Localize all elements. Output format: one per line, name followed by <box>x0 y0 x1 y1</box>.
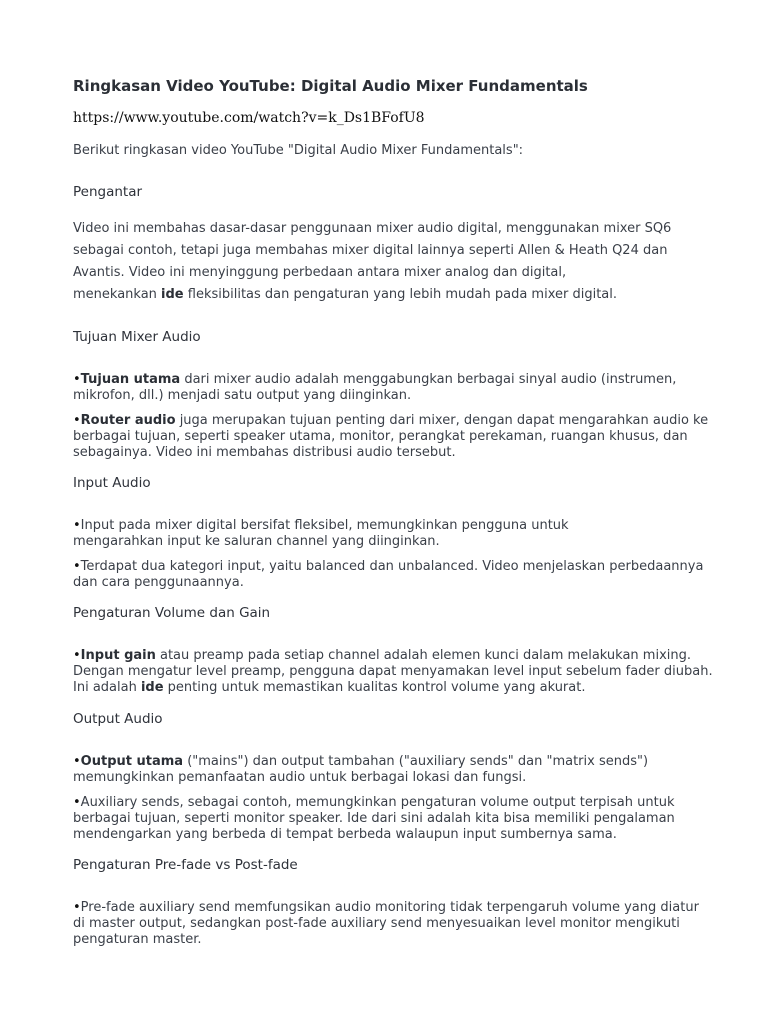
list-item-line <box>73 648 698 664</box>
list-item-line: berbagai tujuan, seperti speaker utama, monitor, perangkat perekaman, ruangan khusus, dan <box>73 429 688 444</box>
section-heading-output-audio: Output Audio <box>73 711 163 727</box>
list-item-text: atau preamp pada setiap channel adalah elemen kunci dalam melakukan mixing. <box>155 648 692 663</box>
list-item <box>73 559 704 591</box>
section-heading-input-audio: Input Audio <box>73 475 151 491</box>
section-heading-volume-gain: Pengaturan Volume dan Gain <box>73 605 271 621</box>
list-item-line <box>73 795 698 811</box>
emphasis-text: Tujuan utama <box>80 372 181 387</box>
list-item-line <box>73 413 709 429</box>
list-item-line: memungkinkan pemanfaatan audio untuk berbagai lokasi dan fungsi. <box>73 770 527 785</box>
paragraph-line: Avantis. Video ini menyinggung perbedaan antara mixer analog dan digital, <box>73 265 567 280</box>
list-item <box>73 754 698 786</box>
paragraph-line: Video ini membahas dasar-dasar penggunaan mixer audio digital, menggunakan mixer SQ6 <box>73 221 672 236</box>
list-item-line: mendengarkan yang berbeda di tempat berbeda walaupun input sumbernya sama. <box>73 827 617 842</box>
list-item-text: juga merupakan tujuan penting dari mixer, dengan dapat mengarahkan audio ke <box>175 413 709 428</box>
bullet-icon: • <box>73 754 81 769</box>
pengantar-paragraph <box>73 218 671 306</box>
section-heading-tujuan-mixer-audio: Tujuan Mixer Audio <box>73 329 201 345</box>
bullet-icon: • <box>73 559 81 574</box>
list-item <box>73 518 698 550</box>
list-item-line: berbagai tujuan, seperti monitor speaker. Ide dari sini adalah kita bisa memiliki pengalaman <box>73 811 675 826</box>
list-item-text: Pre-fade auxiliary send memfungsikan audio monitoring tidak terpengaruh volume yang diatur <box>80 900 699 915</box>
emphasis-text: Router audio <box>80 413 176 428</box>
list-item-line: dan cara penggunaannya. <box>73 575 244 590</box>
list-item-line <box>73 372 698 388</box>
list-item-line <box>73 518 698 534</box>
intro-text: Berikut ringkasan video YouTube "Digital Audio Mixer Fundamentals": <box>73 143 524 158</box>
paragraph-line: sebagai contoh, tetapi juga membahas mixer digital lainnya seperti Allen & Heath Q24 dan <box>73 243 668 258</box>
list-item <box>73 372 698 404</box>
list-item-text: Input pada mixer digital bersifat fleksibel, memungkinkan pengguna untuk <box>80 518 569 533</box>
list-item <box>73 413 709 461</box>
bullet-icon: • <box>73 518 81 533</box>
list-item-line: mikrofon, dll.) menjadi satu output yang diinginkan. <box>73 388 412 403</box>
paragraph-line <box>73 284 671 306</box>
list-item-line: di master output, sedangkan post-fade auxiliary send menyesuaikan level monitor mengikuti <box>73 916 680 931</box>
list-item-line: mengarahkan input ke saluran channel yang diinginkan. <box>73 534 440 549</box>
bullet-icon: • <box>73 372 81 387</box>
list-item-line: Dengan mengatur level preamp, pengguna dapat menyamakan level input sebelum fader diubah. <box>73 664 713 679</box>
section-heading-pengantar: Pengantar <box>73 184 143 200</box>
paragraph-text: menekankan <box>73 287 162 302</box>
list-item <box>73 795 698 843</box>
list-item <box>73 900 698 948</box>
document-title: Ringkasan Video YouTube: Digital Audio Mixer Fundamentals <box>73 77 588 95</box>
bullet-icon: • <box>73 900 81 915</box>
list-item-text: Ini adalah <box>73 680 141 695</box>
list-item-line <box>73 754 698 770</box>
list-item-line <box>73 900 698 916</box>
list-item-line <box>73 680 698 696</box>
list-item-text: ("mains") dan output tambahan ("auxiliary sends" dan "matrix sends") <box>183 754 649 769</box>
list-item-text: penting untuk memastikan kualitas kontrol volume yang akurat. <box>163 680 586 695</box>
bullet-icon: • <box>73 795 81 810</box>
list-item-text: Terdapat dua kategori input, yaitu balanced dan unbalanced. Video menjelaskan perbedaannya <box>80 559 704 574</box>
video-url[interactable]: https://www.youtube.com/watch?v=k_Ds1BFofU8 <box>73 110 425 126</box>
paragraph-text: fleksibilitas dan pengaturan yang lebih mudah pada mixer digital. <box>183 287 618 302</box>
emphasis-text: Output utama <box>80 754 184 769</box>
emphasis-text: ide <box>140 680 164 695</box>
list-item-text: Auxiliary sends, sebagai contoh, memungkinkan pengaturan volume output terpisah untuk <box>80 795 675 810</box>
emphasis-text: ide <box>161 287 184 302</box>
list-item-line <box>73 559 704 575</box>
bullet-icon: • <box>73 413 81 428</box>
list-item-line: pengaturan master. <box>73 932 202 947</box>
list-item <box>73 648 713 696</box>
section-heading-prefade-postfade: Pengaturan Pre-fade vs Post-fade <box>73 857 298 873</box>
bullet-icon: • <box>73 648 81 663</box>
emphasis-text: Input gain <box>80 648 156 663</box>
list-item-line: sebagainya. Video ini membahas distribusi audio tersebut. <box>73 445 456 460</box>
list-item-text: dari mixer audio adalah menggabungkan berbagai sinyal audio (instrumen, <box>180 372 677 387</box>
